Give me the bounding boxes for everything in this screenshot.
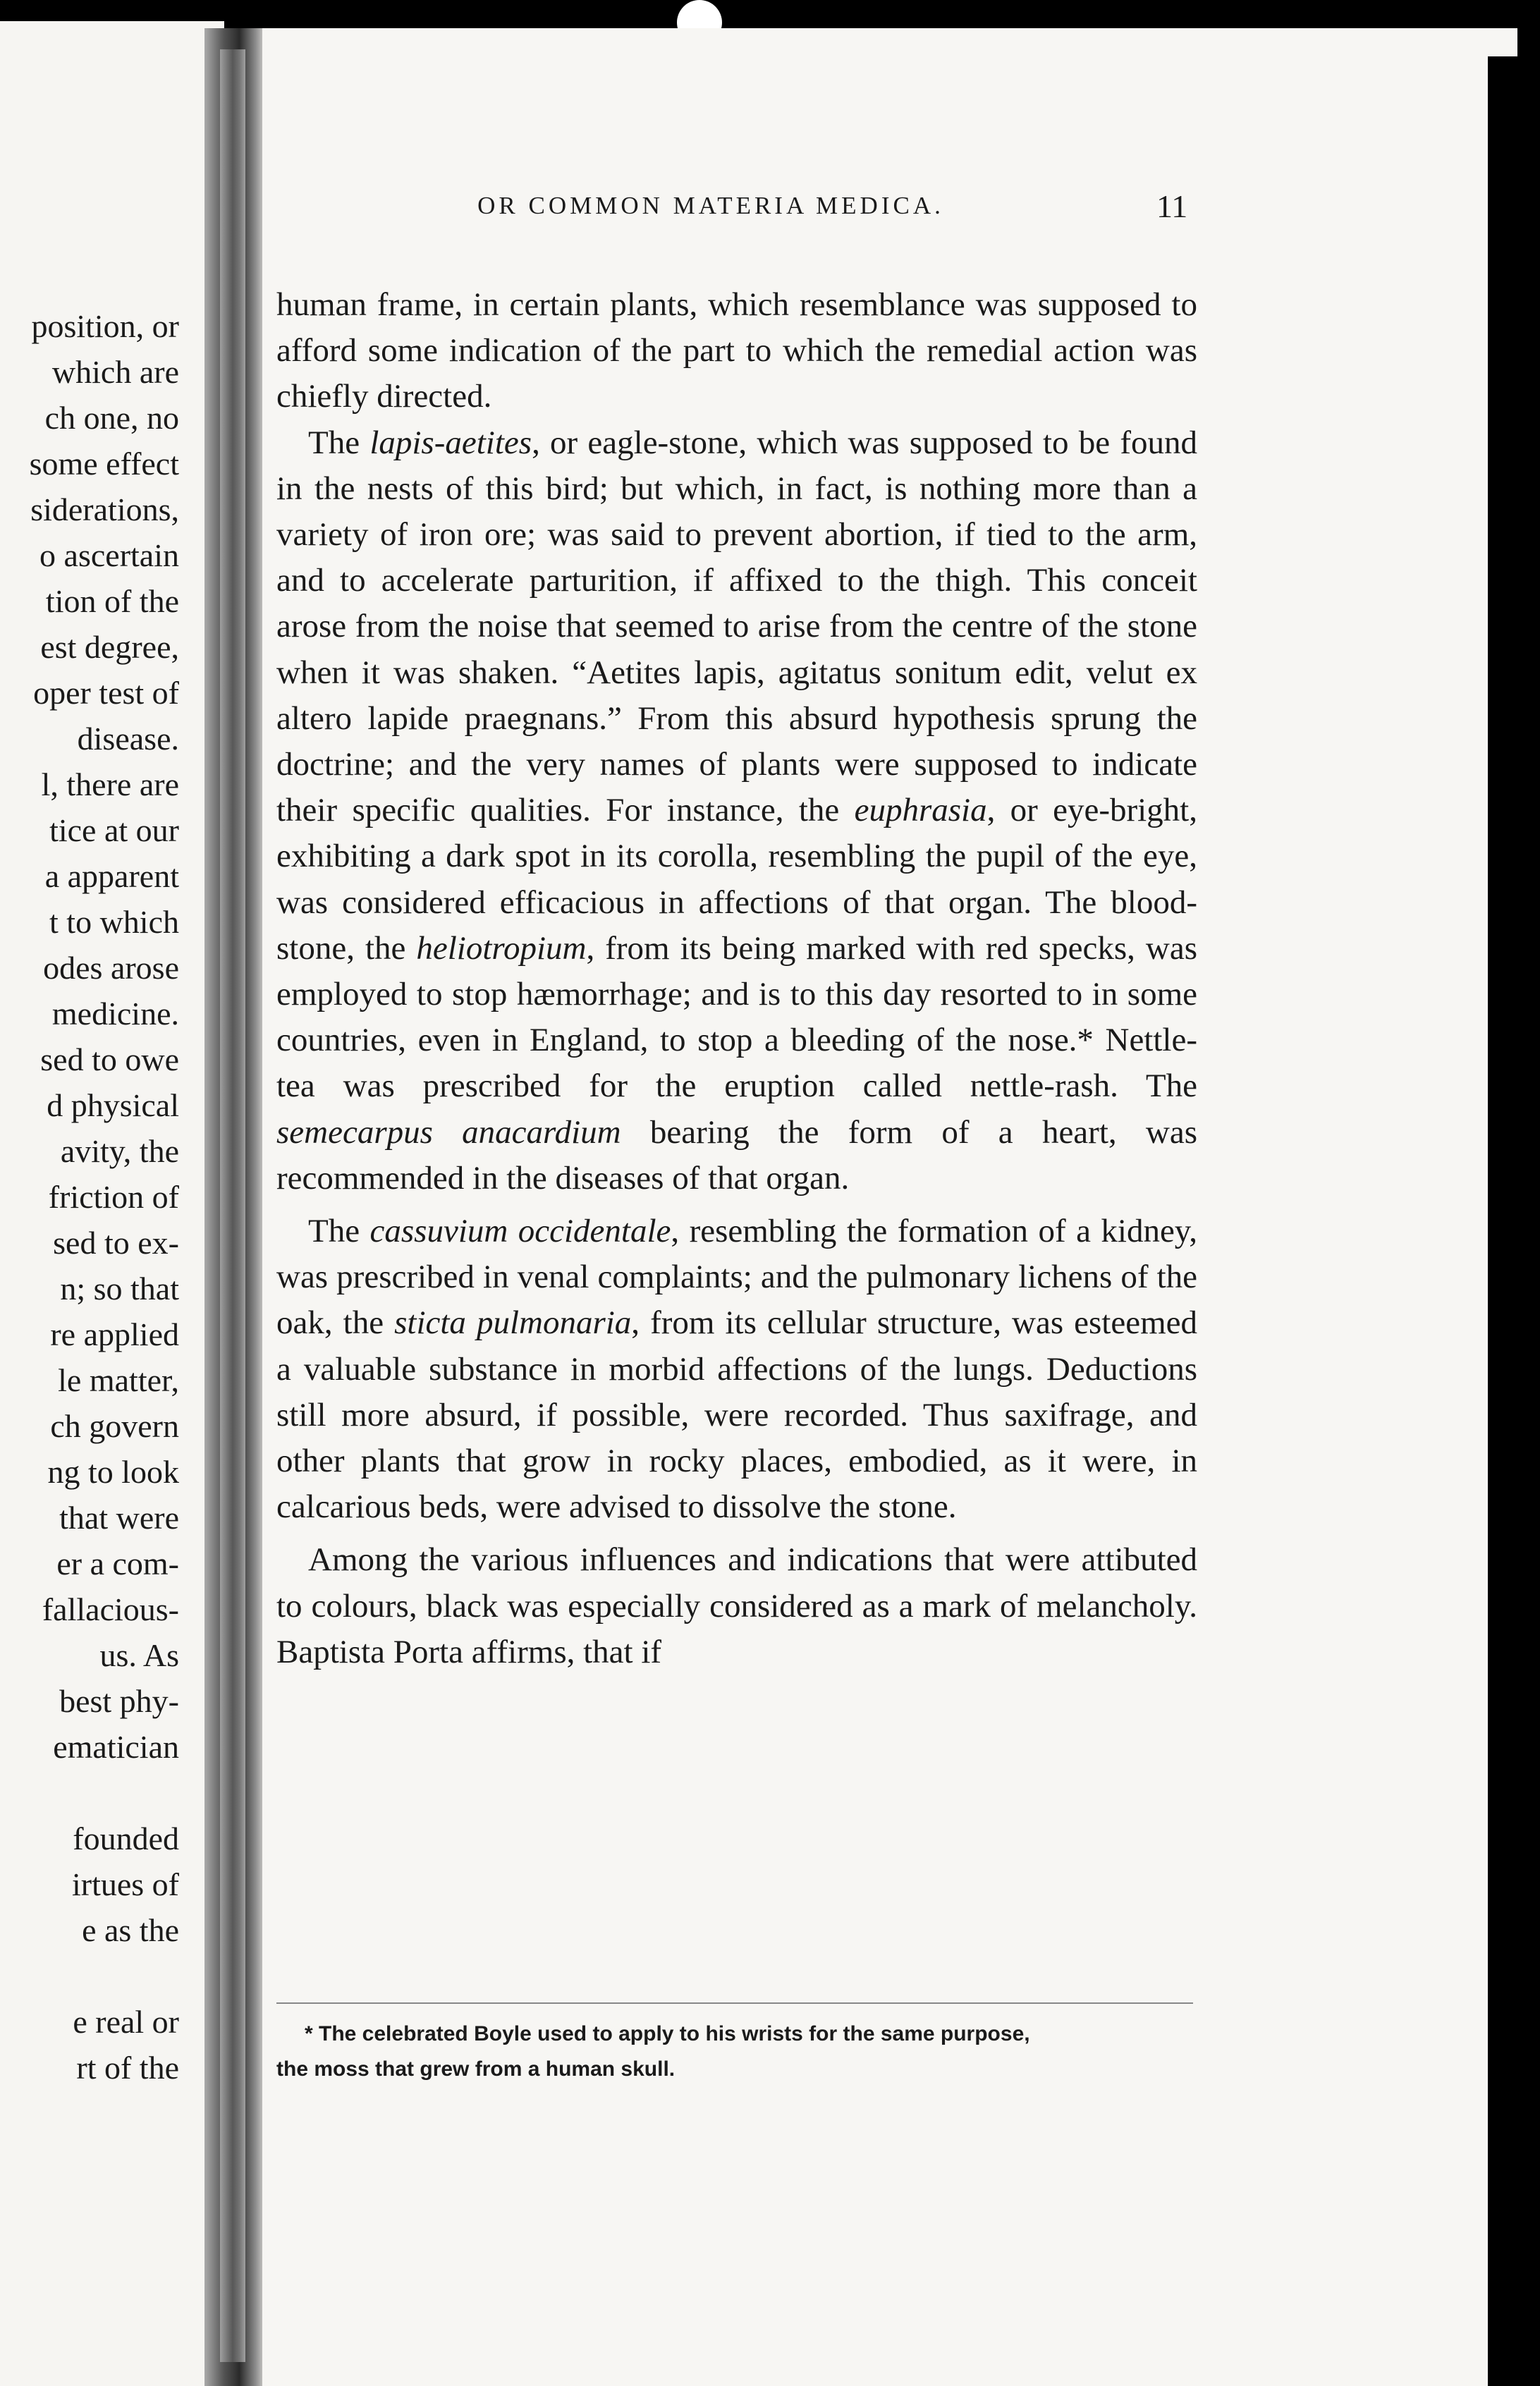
paragraph (276, 1537, 1197, 1675)
left-page-line: founded (73, 1821, 179, 1856)
left-page-line: avity, the (60, 1133, 179, 1169)
footnote-line: the moss that grew from a human skull. (276, 2057, 676, 2081)
gutter-shadow (220, 49, 245, 2362)
italic-term: lapis-aetites (369, 424, 532, 461)
left-page-line: tice at our (49, 812, 179, 848)
left-page-line: odes arose (43, 950, 179, 986)
left-page-line: d physical (47, 1087, 179, 1123)
text-run: , or eagle-stone, which was supposed to be found in the nests of this bird; but which, in fact, is nothing more than a variety of iron ore; was said to prevent abortion, if tied to the arm, and to accelerate parturition, if affixed to the thigh. This conceit arose from the noise that seemed to arise from the centre of the stone when it was shaken. “Aetites lapis, agitatus sonitum edit, velut ex altero lapide praegnans.” From this absurd hypothesis sprung the doctrine; and the very names of plants were supposed to indicate their specific qualities. For instance, the (276, 424, 1198, 829)
left-page-line: tion of the (45, 583, 179, 619)
left-page-line: t to which (49, 904, 179, 940)
running-header: OR COMMON MATERIA MEDICA. (477, 192, 944, 219)
left-page-line: o ascertain (39, 537, 179, 573)
left-page-line: ch one, no (44, 400, 179, 436)
left-page-line: some effect (29, 446, 179, 482)
left-page-line: est degree, (40, 629, 179, 665)
text-run: human frame, in certain plants, which resemblance was supposed to afford some indication of the part to which the remedial action was chiefly directed. (276, 286, 1197, 415)
left-page-line: rt of the (76, 2050, 179, 2086)
left-page (0, 21, 224, 2386)
text-run: Among the various influences and indications that were attibuted to colours, black was especially considered as a mark of melancholy. Baptista Porta affirms, that if (276, 1541, 1197, 1670)
italic-term: euphrasia (854, 792, 987, 829)
left-page-line: le matter, (58, 1362, 179, 1398)
paragraph (276, 420, 1197, 1201)
text-run: The (308, 424, 370, 461)
left-page-line: er a com- (56, 1546, 179, 1582)
italic-term: semecarpus anacardium (276, 1113, 621, 1151)
left-page-line (30, 1953, 179, 1999)
footnote (276, 2017, 1197, 2087)
body-text (276, 282, 1197, 1675)
italic-term: cassuvium occidentale (369, 1213, 671, 1250)
left-page-line: e real or (73, 2004, 179, 2040)
left-page-line: medicine. (51, 996, 179, 1032)
left-page-text-fragments (30, 303, 179, 2091)
left-page-line: n; so that (60, 1271, 179, 1307)
left-page-line: friction of (48, 1179, 179, 1215)
left-page-line: which are (51, 354, 179, 390)
paragraph (276, 282, 1197, 420)
left-page-line: siderations, (30, 491, 179, 527)
left-page-line: l, there are (41, 766, 179, 802)
left-page-line: e as the (82, 1912, 179, 1948)
left-page-line: that were (59, 1500, 179, 1536)
left-page-line: best phy- (59, 1683, 179, 1719)
left-page-line: a apparent (44, 858, 179, 894)
text-run: bearing the form of a heart, was recommended in the diseases of that organ. (276, 1113, 1197, 1197)
italic-term: heliotropium (416, 929, 587, 967)
left-page-line: disease. (77, 721, 179, 757)
left-page-line: irtues of (71, 1866, 179, 1902)
text-run: The (308, 1213, 370, 1250)
left-page-line: position, or (31, 308, 179, 344)
footnote-rule (276, 2002, 1193, 2004)
text-run: , from its being marked with red specks, was employed to stop hæmorrhage; and is to this day resorted to in some countries, even in England, to stop a bleeding of the nose.* Nettle-tea was prescribed for the eruption called nettle-rash. The (276, 929, 1197, 1105)
left-page-line: us. As (99, 1637, 179, 1673)
footnote-line: * The celebrated Boyle used to apply to his wrists for the same purpose, (305, 2022, 1030, 2045)
paragraph (276, 1209, 1197, 1530)
page-edge (1488, 56, 1540, 2386)
text-run: , resembling the formation of a kidney, was prescribed in venal complaints; and the pulmonary lichens of the oak, the (276, 1213, 1198, 1342)
left-page-line: sed to ex- (53, 1225, 179, 1261)
left-page-line: fallacious- (42, 1591, 179, 1627)
text-run: , from its cellular structure, was esteemed a valuable substance in morbid affections of the lungs. Deductions still more absurd, if possible, were recorded. Thus saxifrage, and other plants that grow in rocky places, embodied, as it were, in calcarious beds, were advised to dissolve the stone. (276, 1304, 1197, 1526)
left-page-line: ematician (53, 1729, 179, 1765)
left-page-line (30, 1770, 179, 1816)
left-page-line: ng to look (47, 1454, 179, 1490)
left-page-line: oper test of (33, 675, 179, 711)
left-page-line: sed to owe (40, 1041, 179, 1077)
page-number: 11 (1156, 188, 1188, 224)
left-page-line: re applied (50, 1316, 179, 1352)
text-run: , or eye-bright, exhibiting a dark spot in its corolla, resembling the pupil of the eye, was considered efficacious in affections of that organ. The blood-stone, the (276, 792, 1197, 967)
italic-term: sticta pulmonaria (394, 1304, 632, 1342)
left-page-line: ch govern (50, 1408, 179, 1444)
